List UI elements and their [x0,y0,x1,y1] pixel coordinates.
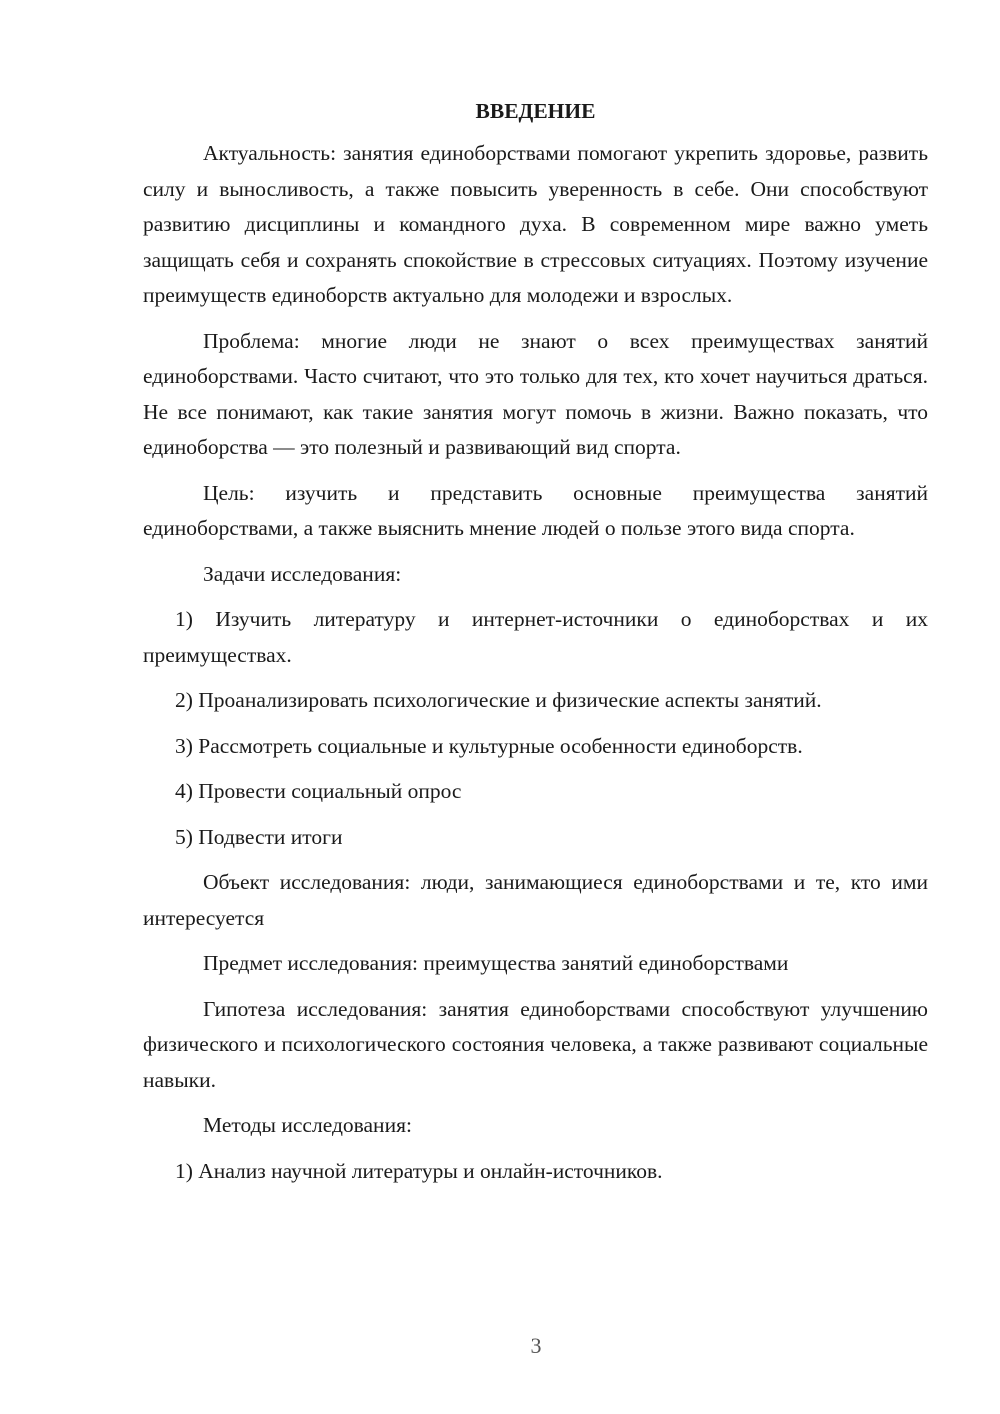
document-page [143,96,928,1199]
relevance-paragraph: Актуальность: занятия единоборствами помогают укрепить здоровье, развить силу и выносливость, а также повысить уверенность в себе. Они способствуют развитию дисциплины и командного духа. В современном мире важно уметь защищать себя и сохранять спокойствие в стрессовых ситуациях. Поэтому изучение преимуществ единоборств актуально для молодежи и взрослых. [143,141,928,307]
task-item: 1) Изучить литературу и интернет-источники о единоборствах и их преимуществах. [143,607,928,667]
method-item: 1) Анализ научной литературы и онлайн-источников. [175,1158,663,1183]
task-item: 4) Провести социальный опрос [175,779,462,803]
task-item: 3) Рассмотреть социальные и культурные особенности единоборств. [175,733,803,758]
hypothesis-paragraph: Гипотеза исследования: занятия единоборствами способствуют улучшению физического и психологического состояния человека, а также развивают социальные навыки. [143,996,928,1092]
object-paragraph: Объект исследования: люди, занимающиеся единоборствами и те, кто ими интересуется [143,870,928,930]
subject-paragraph: Предмет исследования: преимущества занятий единоборствами [203,951,789,975]
task-item: 2) Проанализировать психологические и физические аспекты занятий. [175,688,822,712]
task-item: 5) Подвести итоги [175,824,343,849]
methods-heading: Методы исследования: [203,1113,412,1137]
goal-paragraph: Цель: изучить и представить основные преимущества занятий единоборствами, а также выяснить мнение людей о пользе этого вида спорта. [143,480,928,540]
problem-paragraph: Проблема: многие люди не знают о всех преимуществах занятий единоборствами. Часто считают, что это только для тех, кто хочет научиться драться. Не все понимают, как такие занятия могут помочь в жизни. Важно показать, что единоборства — это полезный и развивающий вид спорта. [143,328,928,459]
section-title: ВВЕДЕНИЕ [475,99,596,123]
tasks-heading: Задачи исследования: [203,561,402,586]
page-number: 3 [530,1333,542,1358]
